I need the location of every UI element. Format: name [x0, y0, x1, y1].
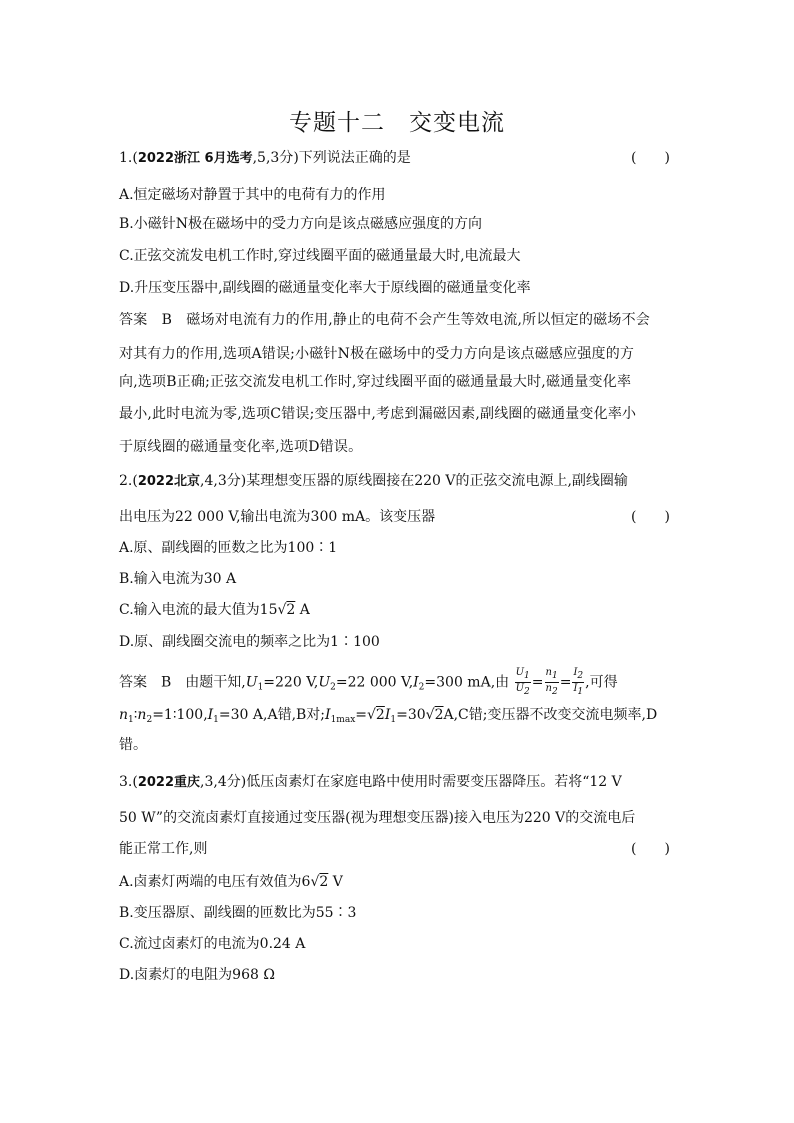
q3-stem: 3.(2022重庆,3,4分)低压卤素灯在家庭电路中使用时需要变压器降压。若将“12 V: [119, 774, 622, 790]
q1-answer-line: 答案 B 磁场对电流有力的作用,静止的电荷不会产生等效电流,所以恒定的磁场不会: [119, 312, 650, 328]
q1-option-d: D.升压变压器中,副线圈的磁通量变化率大于原线圈的磁通量变化率: [119, 280, 531, 296]
q2-option-d: D.原、副线圈交流电的频率之比为1∶100: [119, 634, 380, 650]
q2-stem: 2.(2022北京,4,3分)某理想变压器的原线圈接在220 V的正弦交流电源上,副线圈输: [119, 473, 628, 489]
q1-answer-bracket: ( ): [631, 150, 670, 166]
q1-option-a: A.恒定磁场对静置于其中的电荷有力的作用: [119, 187, 386, 203]
q3-stem-cont: 50 W”的交流卤素灯直接通过变压器(视为理想变压器)接入电压为220 V的交流电后: [119, 810, 636, 826]
q2-answer-line: 错。: [119, 737, 147, 753]
q1-stem: 1.(2022浙江 6月选考,5,3分)下列说法正确的是: [119, 150, 411, 166]
q2-option-c: C.输入电流的最大值为15√2 A: [119, 602, 310, 618]
q3-option-b: B.变压器原、副线圈的匝数比为55∶3: [119, 905, 357, 921]
q2-stem-cont: 出电压为22 000 V,输出电流为300 mA。该变压器: [119, 509, 436, 525]
q1-answer-line: 于原线圈的磁通量变化率,选项D错误。: [119, 439, 363, 455]
q2-answer-line: 答案 B 由题干知$,U_1=220$ $V,U_2=22$ 000 $V,I_2=300$ mA,由 $\frac{U_1}{U_2}$ = $\frac{n_1}{n_2}$ = $\frac{I_2}{I_1}$ ,可得: [119, 667, 618, 697]
page-title: 专题十二 交变电流: [289, 110, 505, 136]
q1-answer-line: 最小,此时电流为零,选项C错误;变压器中,考虑到漏磁因素,副线圈的磁通量变化率小: [119, 406, 637, 422]
q2-answer-bracket: ( ): [631, 509, 670, 525]
fraction-n1-n2: $\frac{n_1}{n_2}$: [545, 667, 558, 697]
q1-option-b: B.小磁针N极在磁场中的受力方向是该点磁感应强度的方向: [119, 216, 482, 232]
fraction-i2-i1: $\frac{I_2}{I_1}$: [573, 667, 584, 697]
q3-option-a: A.卤素灯两端的电压有效值为6√2 V: [119, 874, 343, 890]
q2-option-b: B.输入电流为30 A: [119, 571, 237, 587]
q3-option-d: D.卤素灯的电阻为968 Ω: [119, 967, 275, 983]
fraction-u1-u2: $\frac{U_1}{U_2}$: [515, 667, 530, 697]
q1-answer-line: 向,选项B正确;正弦交流发电机工作时,穿过线圈平面的磁通量最大时,磁通量变化率: [119, 374, 632, 390]
q3-answer-bracket: ( ): [631, 841, 670, 857]
q2-answer-line: $n_1∶n_2=1∶100,I_1=30$ A,A错,B对$;I_{1max}=√2I_1=30√2A,C$错;变压器不改变交流电频率,D: [119, 707, 658, 725]
q1-answer-line: 对其有力的作用,选项A错误;小磁针N极在磁场中的受力方向是该点磁感应强度的方: [119, 346, 635, 362]
q2-option-a: A.原、副线圈的匝数之比为100∶1: [119, 540, 338, 556]
q3-option-c: C.流过卤素灯的电流为0.24 A: [119, 936, 306, 952]
q1-option-c: C.正弦交流发电机工作时,穿过线圈平面的磁通量最大时,电流最大: [119, 248, 521, 264]
q3-stem-cont: 能正常工作,则: [119, 841, 208, 857]
